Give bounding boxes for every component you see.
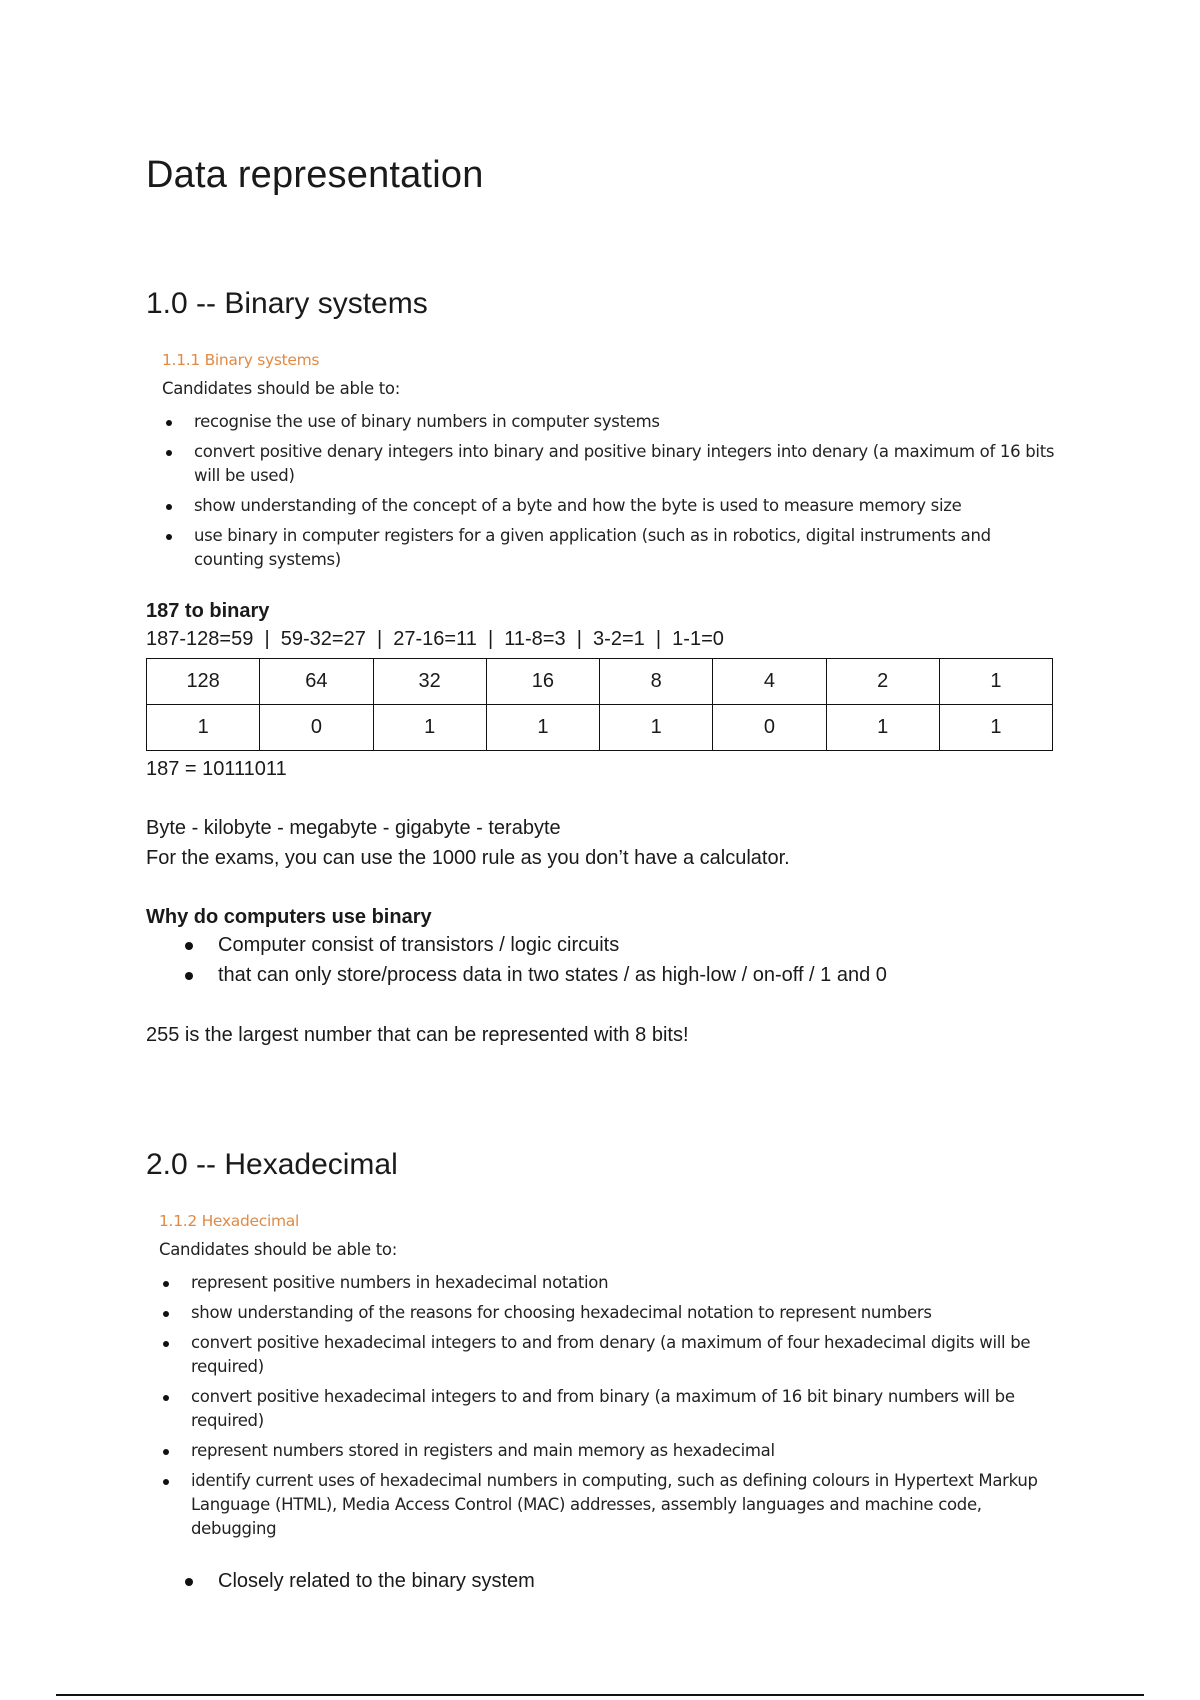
example-title: 187 to binary (146, 600, 270, 622)
bit-cell: 0 (713, 705, 826, 751)
list-item: use binary in computer registers for a given application (such as in robotics, digital instruments and counting systems) (162, 524, 1062, 572)
hexadecimal-notes-list (182, 1566, 535, 1596)
list-item: recognise the use of binary numbers in computer systems (162, 410, 1062, 434)
syllabus-subheading: 1.1.1 Binary systems (162, 351, 320, 369)
syllabus-list (162, 410, 1062, 572)
list-item: show understanding of the concept of a byte and how the byte is used to measure memory size (162, 494, 1062, 518)
bit-cell: 1 (826, 705, 939, 751)
list-item: Computer consist of transistors / logic circuits (182, 930, 887, 960)
syllabus-excerpt-binary (162, 351, 1062, 578)
place-value-cell: 8 (600, 659, 713, 705)
list-item: represent positive numbers in hexadecimal notation (159, 1271, 1039, 1295)
place-value-cell: 1 (939, 659, 1052, 705)
page-bottom-rule (56, 1694, 1144, 1696)
bit-cell: 0 (260, 705, 373, 751)
why-binary-title: Why do computers use binary (146, 906, 432, 928)
section-heading-binary: 1.0 -- Binary systems (146, 287, 428, 320)
binary-place-value-table (146, 658, 1053, 751)
place-value-cell: 16 (486, 659, 599, 705)
why-binary-list (182, 930, 887, 990)
conversion-result: 187 = 10111011 (146, 758, 287, 780)
place-value-cell: 128 (147, 659, 260, 705)
list-item: Closely related to the binary system (182, 1566, 535, 1596)
place-value-cell: 2 (826, 659, 939, 705)
syllabus-intro: Candidates should be able to: (162, 379, 400, 398)
units-line: Byte - kilobyte - megabyte - gigabyte - terabyte (146, 817, 561, 839)
exam-note: For the exams, you can use the 1000 rule as you don’t have a calculator. (146, 847, 790, 869)
syllabus-excerpt-hexadecimal (159, 1212, 1039, 1547)
list-item: show understanding of the reasons for choosing hexadecimal notation to represent numbers (159, 1301, 1039, 1325)
bit-cell: 1 (147, 705, 260, 751)
section-heading-hexadecimal: 2.0 -- Hexadecimal (146, 1148, 398, 1181)
table-row (147, 705, 1053, 751)
conversion-steps: 187-128=59 | 59-32=27 | 27-16=11 | 11-8=3 | 3-2=1 | 1-1=0 (146, 628, 724, 650)
syllabus-list (159, 1271, 1039, 1541)
list-item: convert positive hexadecimal integers to and from denary (a maximum of four hexadecimal digits will be required) (159, 1331, 1039, 1379)
bit-cell: 1 (600, 705, 713, 751)
list-item: convert positive denary integers into binary and positive binary integers into denary (a maximum of 16 bits will be used) (162, 440, 1062, 488)
table-row (147, 659, 1053, 705)
bit-cell: 1 (486, 705, 599, 751)
place-value-cell: 32 (373, 659, 486, 705)
document-title: Data representation (146, 154, 484, 196)
place-value-cell: 64 (260, 659, 373, 705)
syllabus-intro: Candidates should be able to: (159, 1240, 397, 1259)
place-value-cell: 4 (713, 659, 826, 705)
list-item: that can only store/process data in two states / as high-low / on-off / 1 and 0 (182, 960, 887, 990)
list-item: convert positive hexadecimal integers to and from binary (a maximum of 16 bit binary numbers will be required) (159, 1385, 1039, 1433)
largest-number-note: 255 is the largest number that can be represented with 8 bits! (146, 1024, 689, 1046)
list-item: identify current uses of hexadecimal numbers in computing, such as defining colours in Hypertext Markup Language (HTML), Media Access Control (MAC) addresses, assembly languages and machine code, debugging (159, 1469, 1039, 1541)
bit-cell: 1 (939, 705, 1052, 751)
bit-cell: 1 (373, 705, 486, 751)
syllabus-subheading: 1.1.2 Hexadecimal (159, 1212, 299, 1230)
list-item: represent numbers stored in registers and main memory as hexadecimal (159, 1439, 1039, 1463)
